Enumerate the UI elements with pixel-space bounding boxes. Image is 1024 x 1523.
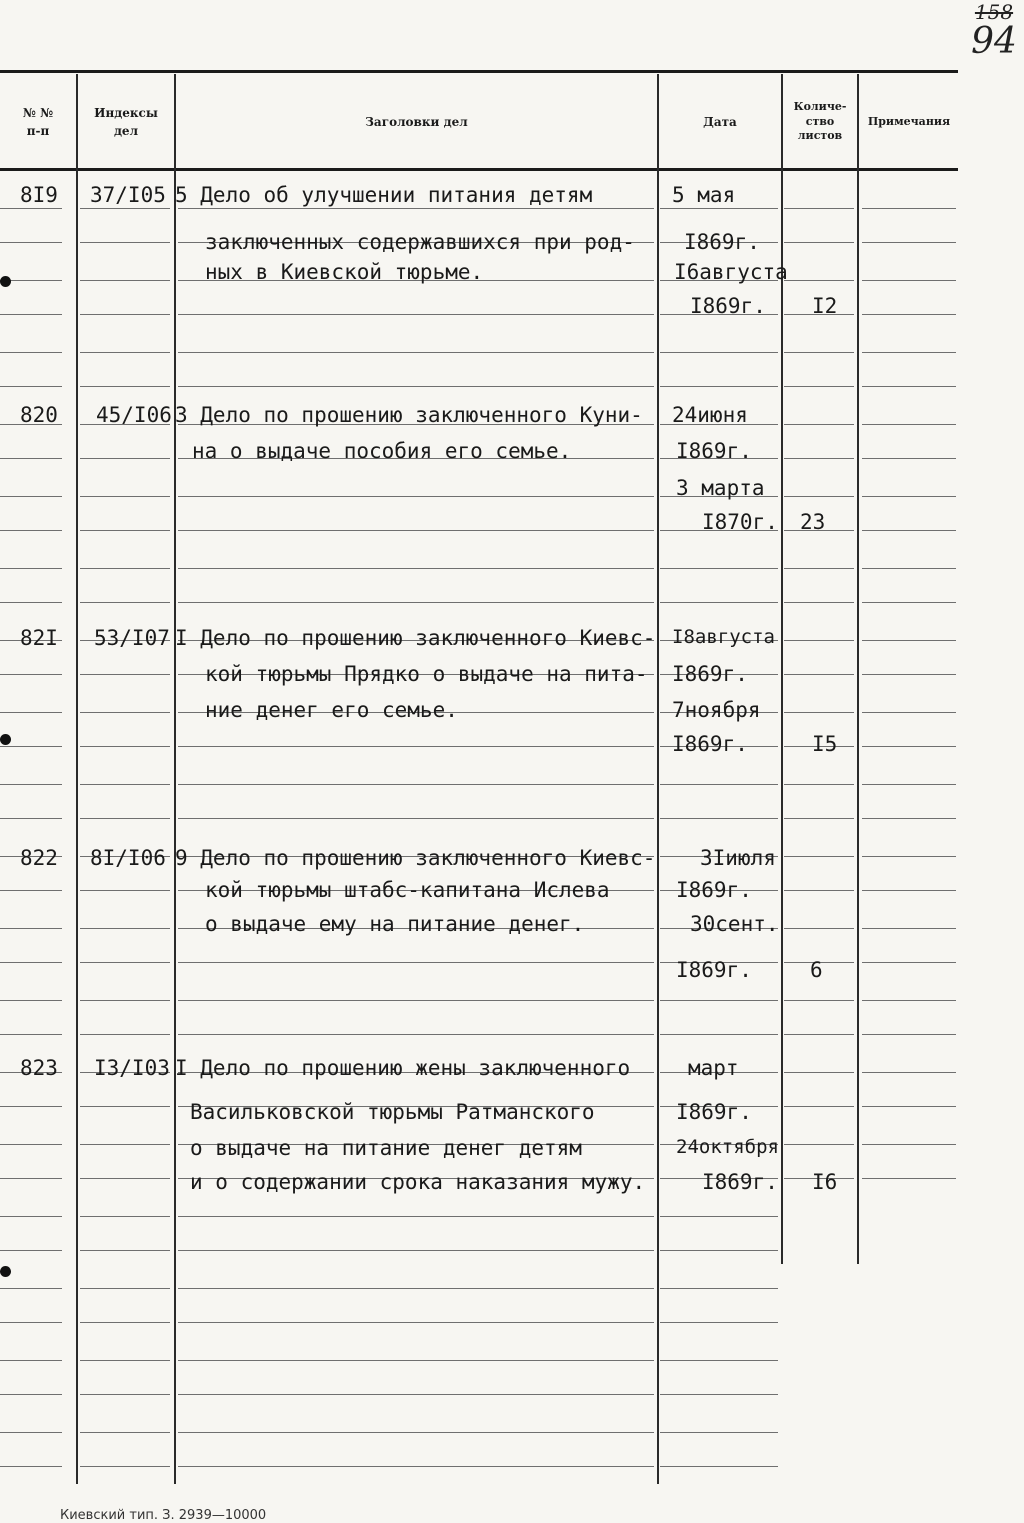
ruled-line (784, 602, 854, 603)
ruled-line (784, 496, 854, 497)
ruled-line (862, 424, 956, 425)
record-index: 53/I07 (94, 626, 170, 650)
record-date: I870г. (702, 510, 778, 534)
ruled-line (178, 1322, 654, 1323)
printer-imprint: Киевский тип. З. 2939—10000 (60, 1508, 267, 1523)
record-date: 24октября (676, 1136, 779, 1158)
ruled-line (178, 1466, 654, 1467)
ruled-line (178, 746, 654, 747)
ruled-line (178, 352, 654, 353)
record-title-line: I Дело по прошению жены заключенного (175, 1056, 631, 1080)
record-sheet-count: I5 (812, 732, 838, 756)
binding-hole (0, 734, 11, 745)
record-index: 37/I05 (90, 183, 166, 207)
ruled-line (80, 746, 170, 747)
record-date: I869г. (672, 662, 748, 686)
ruled-line (80, 352, 170, 353)
ruled-line (862, 674, 956, 675)
ruled-line (80, 386, 170, 387)
record-date: I869г. (672, 732, 748, 756)
record-title-line: ние денег его семье. (205, 698, 458, 722)
ruled-line (0, 314, 62, 315)
column-divider (76, 74, 78, 1484)
ruled-line (784, 386, 854, 387)
ruled-line (0, 1466, 62, 1467)
ruled-line (0, 530, 62, 531)
ruled-line (862, 1072, 956, 1073)
record-date: I869г. (676, 439, 752, 463)
ruled-line (80, 568, 170, 569)
ruled-line (862, 1106, 956, 1107)
record-date: I869г. (702, 1170, 778, 1194)
ruled-line (784, 1034, 854, 1035)
record-title-line: 5 Дело об улучшении питания детям (175, 183, 593, 207)
ruled-line (0, 496, 62, 497)
ruled-line (0, 1394, 62, 1395)
ruled-line (0, 818, 62, 819)
ruled-line (660, 208, 778, 209)
column-divider (174, 74, 176, 1484)
ruled-line (660, 784, 778, 785)
record-date: 24июня (672, 403, 748, 427)
record-number: 82I (20, 626, 58, 650)
ruled-line (784, 458, 854, 459)
record-date: март (688, 1056, 739, 1080)
ruled-line (784, 640, 854, 641)
ruled-line (178, 602, 654, 603)
ruled-line (0, 890, 62, 891)
ruled-line (0, 1360, 62, 1361)
ruled-line (178, 1034, 654, 1035)
ruled-line (862, 208, 956, 209)
ruled-line (784, 280, 854, 281)
ruled-line (178, 962, 654, 963)
ruled-line (660, 1466, 778, 1467)
record-date: I869г. (676, 878, 752, 902)
ruled-line (862, 818, 956, 819)
ruled-line (80, 928, 170, 929)
ruled-line (178, 1432, 654, 1433)
ruled-line (0, 1250, 62, 1251)
binding-hole (0, 1266, 11, 1277)
ruled-line (80, 1106, 170, 1107)
archive-page-number (968, 2, 1020, 60)
record-sheet-count: 23 (800, 510, 826, 534)
ruled-line (80, 890, 170, 891)
ruled-line (80, 1144, 170, 1145)
ruled-line (178, 208, 654, 209)
ruled-line (862, 280, 956, 281)
table-top-rule (0, 70, 958, 73)
ruled-line (178, 386, 654, 387)
record-title-line: 9 Дело по прошению заключенного Киевс- (175, 846, 656, 870)
ruled-line (80, 784, 170, 785)
ruled-line (0, 1178, 62, 1179)
ruled-line (80, 674, 170, 675)
ruled-line (862, 314, 956, 315)
record-title-line: о выдаче на питание денег детям (190, 1136, 582, 1160)
ruled-line (80, 496, 170, 497)
record-sheet-count: I6 (812, 1170, 838, 1194)
ruled-line (862, 1000, 956, 1001)
ruled-line (862, 602, 956, 603)
ruled-line (660, 352, 778, 353)
ruled-line (784, 674, 854, 675)
ruled-line (660, 1394, 778, 1395)
record-title-line: на о выдаче пособия его семье. (192, 439, 572, 463)
record-index: 8I/I06 (90, 846, 166, 870)
ruled-line (80, 208, 170, 209)
record-number: 820 (20, 403, 58, 427)
ruled-line (0, 712, 62, 713)
ruled-line (0, 458, 62, 459)
record-date: I869г. (690, 294, 766, 318)
ruled-line (80, 1432, 170, 1433)
current-folio-number: 94 (971, 21, 1017, 62)
ruled-line (178, 1360, 654, 1361)
ruled-line (80, 1288, 170, 1289)
record-title-line: кой тюрьмы Прядко о выдаче на пита- (205, 662, 648, 686)
ruled-line (862, 496, 956, 497)
ruled-line (80, 1034, 170, 1035)
ruled-line (862, 856, 956, 857)
ruled-line (0, 352, 62, 353)
ruled-line (862, 530, 956, 531)
record-date: I6августа (674, 260, 788, 284)
record-date: 3Iиюля (700, 846, 776, 870)
ruled-line (862, 890, 956, 891)
ruled-line (178, 1288, 654, 1289)
ruled-line (784, 712, 854, 713)
ruled-line (80, 242, 170, 243)
ruled-line (178, 314, 654, 315)
ruled-line (784, 1144, 854, 1145)
ruled-line (784, 208, 854, 209)
ruled-line (862, 458, 956, 459)
ruled-line (178, 818, 654, 819)
ruled-line (660, 568, 778, 569)
column-divider (657, 74, 659, 1484)
record-date: 3 марта (676, 476, 765, 500)
ruled-line (862, 568, 956, 569)
record-date: 7ноября (672, 698, 761, 722)
ruled-line (0, 1216, 62, 1217)
ruled-line (660, 386, 778, 387)
ruled-line (784, 568, 854, 569)
ruled-line (0, 1034, 62, 1035)
column-header-sheet-count: Количе- ство листов (793, 99, 847, 143)
ruled-line (0, 1288, 62, 1289)
ruled-line (660, 818, 778, 819)
ruled-line (784, 1106, 854, 1107)
ruled-line (80, 1466, 170, 1467)
column-header-notes: Примечания (867, 114, 951, 128)
ruled-line (80, 1250, 170, 1251)
ruled-line (178, 1000, 654, 1001)
ruled-line (0, 784, 62, 785)
ruled-line (0, 1000, 62, 1001)
ruled-line (80, 314, 170, 315)
record-date: I8августа (672, 626, 775, 648)
ruled-line (660, 1322, 778, 1323)
record-number: 822 (20, 846, 58, 870)
ruled-line (80, 602, 170, 603)
ruled-line (178, 530, 654, 531)
ruled-line (660, 1288, 778, 1289)
ruled-line (178, 496, 654, 497)
ruled-line (784, 928, 854, 929)
ruled-line (862, 242, 956, 243)
ruled-line (862, 640, 956, 641)
ruled-line (784, 242, 854, 243)
ruled-line (862, 746, 956, 747)
record-number: 823 (20, 1056, 58, 1080)
ruled-line (0, 568, 62, 569)
binding-hole (0, 276, 11, 287)
ruled-line (0, 962, 62, 963)
column-divider (781, 74, 783, 1264)
ruled-line (80, 1178, 170, 1179)
ruled-line (0, 602, 62, 603)
record-title-line: 3 Дело по прошению заключенного Куни- (175, 403, 643, 427)
ruled-line (0, 1432, 62, 1433)
record-index: I3/I03 (94, 1056, 170, 1080)
ruled-line (0, 1106, 62, 1107)
record-title-line: кой тюрьмы штабс-капитана Ислева (205, 878, 610, 902)
ruled-line (80, 280, 170, 281)
column-header-title: Заголовки дел (365, 115, 468, 129)
record-sheet-count: I2 (812, 294, 838, 318)
ruled-line (784, 1072, 854, 1073)
ruled-line (80, 530, 170, 531)
record-date: I869г. (684, 230, 760, 254)
ruled-line (80, 1360, 170, 1361)
ruled-line (862, 1178, 956, 1179)
ruled-line (660, 1000, 778, 1001)
ruled-line (862, 352, 956, 353)
column-divider (857, 74, 859, 1264)
ruled-line (784, 424, 854, 425)
ruled-line (660, 1360, 778, 1361)
ruled-line (0, 746, 62, 747)
ruled-line (862, 712, 956, 713)
ruled-line (784, 1000, 854, 1001)
record-title-line: ных в Киевской тюрьме. (205, 260, 484, 284)
ruled-line (178, 568, 654, 569)
old-folio-number: 158 (974, 0, 1014, 24)
record-date: 30сент. (690, 912, 779, 936)
record-date: I869г. (676, 1100, 752, 1124)
ruled-line (80, 712, 170, 713)
ruled-line (862, 386, 956, 387)
record-date: 5 мая (672, 183, 736, 207)
record-title-line: I Дело по прошению заключенного Киевс- (175, 626, 656, 650)
ruled-line (178, 1394, 654, 1395)
ruled-line (80, 1216, 170, 1217)
record-sheet-count: 6 (810, 958, 823, 982)
ruled-line (80, 1000, 170, 1001)
ruled-line (784, 352, 854, 353)
ruled-line (178, 784, 654, 785)
ruled-line (80, 818, 170, 819)
record-title-line: о выдаче ему на питание денег. (205, 912, 585, 936)
header-bottom-rule (0, 168, 958, 171)
ruled-line (80, 458, 170, 459)
ruled-line (178, 1216, 654, 1217)
ruled-line (862, 928, 956, 929)
ruled-line (784, 818, 854, 819)
ruled-line (178, 1250, 654, 1251)
ruled-line (660, 1216, 778, 1217)
ruled-line (0, 928, 62, 929)
ruled-line (660, 602, 778, 603)
ruled-line (80, 962, 170, 963)
ruled-line (80, 1322, 170, 1323)
ruled-line (660, 1034, 778, 1035)
ruled-line (660, 1250, 778, 1251)
ruled-line (0, 386, 62, 387)
column-header-number: № № п-п (22, 106, 54, 138)
ruled-line (862, 962, 956, 963)
ruled-line (0, 242, 62, 243)
ruled-line (0, 674, 62, 675)
record-index: 45/I06 (96, 403, 172, 427)
ruled-line (0, 1322, 62, 1323)
ruled-line (80, 1394, 170, 1395)
column-header-index: Индексы дел (94, 106, 158, 138)
record-title-line: Васильковской тюрьмы Ратманского (190, 1100, 595, 1124)
record-title-line: заключенных содержавшихся при род- (205, 230, 635, 254)
record-date: I869г. (676, 958, 752, 982)
ruled-line (862, 1034, 956, 1035)
ruled-line (0, 1144, 62, 1145)
record-number: 8I9 (20, 183, 58, 207)
ruled-line (0, 208, 62, 209)
ruled-line (784, 856, 854, 857)
ruled-line (784, 890, 854, 891)
ruled-line (862, 1144, 956, 1145)
ruled-line (660, 1432, 778, 1433)
record-title-line: и о содержании срока наказания мужу. (190, 1170, 646, 1194)
ruled-line (784, 784, 854, 785)
ruled-line (862, 784, 956, 785)
column-header-date: Дата (703, 115, 737, 129)
